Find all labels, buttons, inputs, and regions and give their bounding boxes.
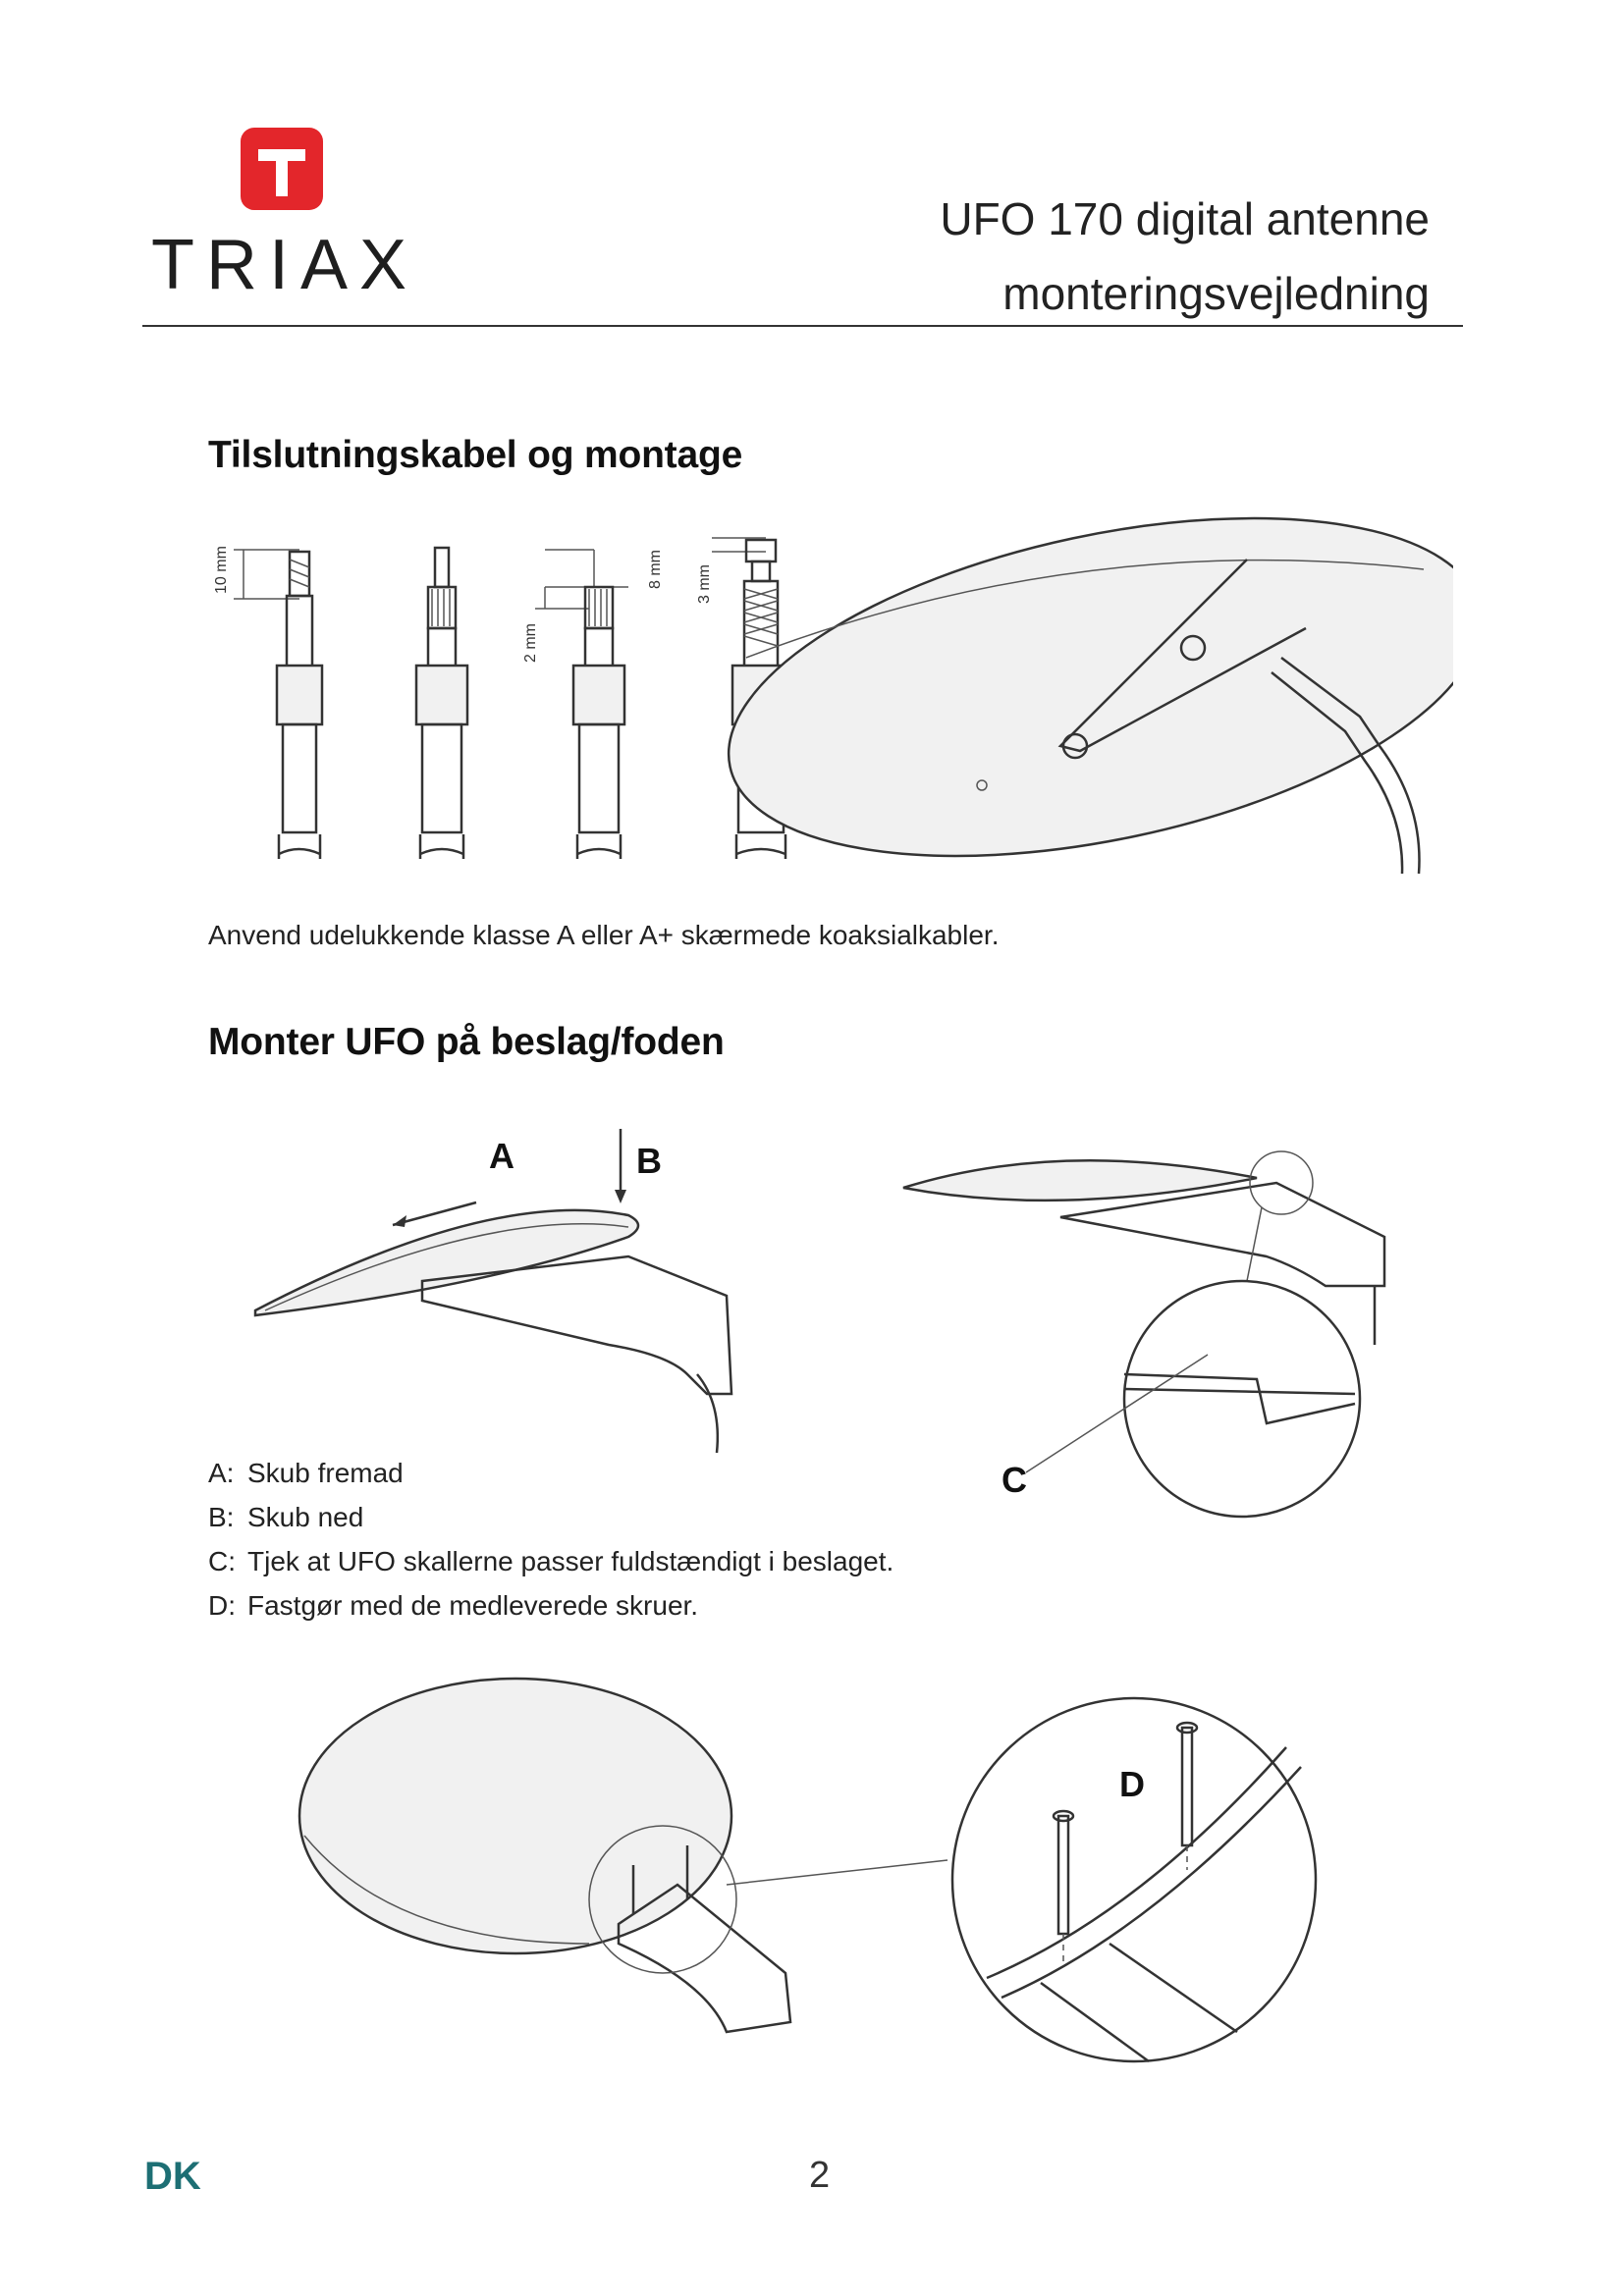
antenna-underside-cable-connection (698, 510, 1453, 883)
title-line-2: monteringsvejledning (1002, 268, 1430, 319)
title-line-1: UFO 170 digital antenne (940, 193, 1430, 244)
cable-connector-step-1 (213, 546, 322, 859)
section-heading-cable: Tilslutningskabel og montage (208, 434, 743, 476)
language-code: DK (144, 2155, 201, 2198)
dim-3mm: 3 mm (696, 564, 713, 604)
header-divider (142, 325, 1463, 327)
screw-detail-figure (952, 1698, 1316, 2061)
document-title (940, 182, 1430, 331)
step-item: D: Fastgør med de medleverede skruer. (208, 1590, 699, 1621)
dim-2mm: 2 mm (522, 623, 539, 663)
step-item: C: Tjek at UFO skallerne passer fuldstændigt i beslaget. (208, 1546, 894, 1576)
cable-connector-step-2 (416, 548, 467, 859)
mounting-steps-list (208, 1451, 893, 1628)
step-item: B: Skub ned (208, 1502, 364, 1532)
fit-check-figure (903, 1151, 1384, 1517)
slide-into-bracket-figure (255, 1129, 731, 1453)
dish-with-bracket-figure (299, 1679, 947, 2032)
cable-note: Anvend udelukkende klasse A eller A+ skærmede koaksialkabler. (208, 920, 1000, 950)
screw-fastening-illustration (295, 1659, 1335, 2081)
label-d: D (1119, 1764, 1145, 1804)
cable-preparation-illustration (196, 510, 1453, 883)
label-c: C (1001, 1460, 1027, 1500)
label-a: A (489, 1136, 514, 1176)
dim-10mm: 10 mm (213, 546, 230, 594)
triax-logo (137, 126, 432, 297)
logo-wordmark: TRIAX (150, 226, 419, 297)
cable-connector-step-3 (522, 550, 664, 859)
label-b: B (636, 1141, 662, 1181)
section-heading-mount: Monter UFO på beslag/foden (208, 1021, 725, 1063)
step-item: A: Skub fremad (208, 1458, 404, 1488)
page-number: 2 (809, 2155, 831, 2196)
dim-8mm: 8 mm (647, 550, 664, 589)
